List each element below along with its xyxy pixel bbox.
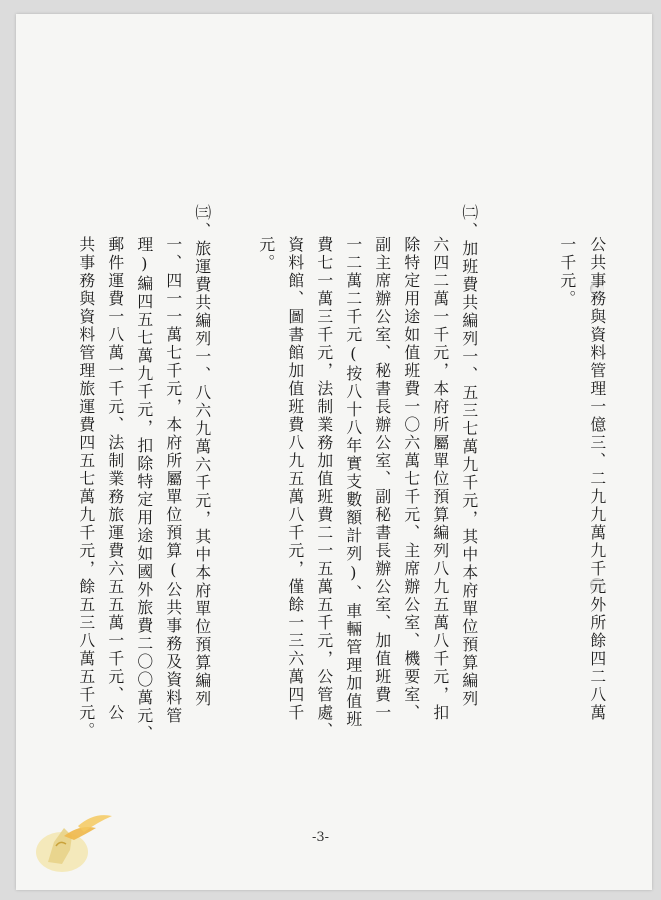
- text-column-9: 資料館、圖書館加值班費八九五萬八千元，僅餘一三六萬四千: [285, 236, 305, 722]
- text-column-15: 共事務與資料管理旅運費四五七萬九千元，餘五三八萬五千元。: [76, 236, 96, 740]
- text-column-2: 一千元。: [557, 236, 577, 308]
- text-column-14: 郵件運費一八萬一千元、法制業務旅運費六五五萬一千元、公: [105, 236, 125, 722]
- text-column-4: 六四二萬一千元，本府所屬單位預算編列八九五萬八千元，扣: [430, 236, 450, 722]
- page-number: -3-: [312, 830, 330, 845]
- text-column-1: 公共事務與資料管理一億三、二九九萬九千元外所餘四二八萬: [587, 236, 607, 722]
- text-column-5: 除特定用途如值班費一〇六萬七千元、主席辦公室、機要室、: [401, 236, 421, 722]
- text-column-3: ㈡、加班費共編列一、五三七萬九千元，其中本府單位預算編列: [459, 204, 479, 708]
- text-column-8: 費七一萬三千元，法制業務加值班費二一五萬五千元，公管處、: [314, 236, 334, 740]
- text-column-13: 理)編四五七萬九千元，扣除特定用途如國外旅費二〇〇萬元、: [134, 236, 154, 744]
- taiwan-logo-icon: [34, 806, 124, 876]
- text-column-11: ㈢、旅運費共編列一、八六九萬六千元，其中本府單位預算編列: [192, 204, 212, 708]
- text-column-7: 一二萬二千元(按八十八年實支數額計列)、車輛管理加值班: [343, 236, 363, 729]
- text-column-10: 元。: [256, 236, 276, 272]
- document-page: [16, 14, 652, 890]
- text-column-6: 副主席辦公室、秘書長辦公室、副秘書長辦公室、加值班費一: [372, 236, 392, 722]
- text-column-12: 一、四一一萬七千元，本府所屬單位預算(公共事務及資料管: [163, 236, 183, 726]
